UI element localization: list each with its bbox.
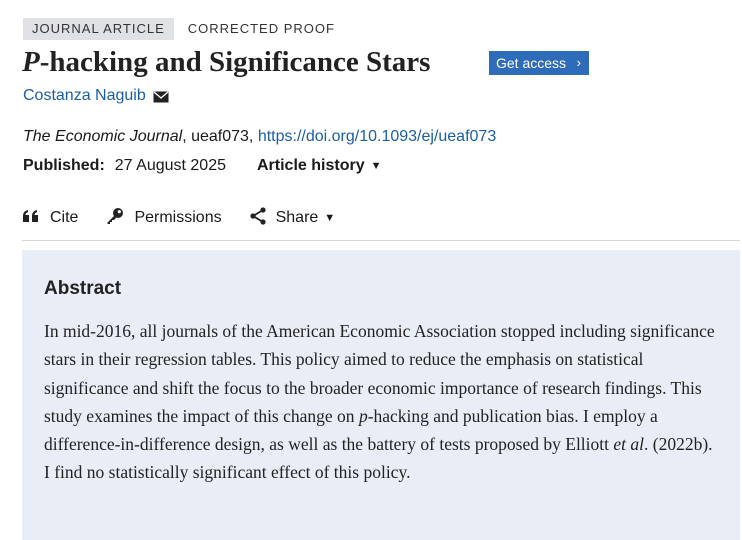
abstract-p-italic: p [358,405,368,426]
author-link[interactable]: Costanza Naguib [23,87,146,104]
article-history-label: Article history [257,157,365,174]
get-access-label: Get access [496,55,567,71]
get-access-button[interactable] [489,51,589,75]
divider [22,240,740,241]
abstract-et-al: et al [613,434,644,455]
abstract-part-1: In mid-2016, all journals of the American Economic Association stopped including significance stars in their regression tables. This policy aimed to reduce the emphasis on statistical significance and shift the focus to the broader economic importance of research findings. This study examines the impact of this change on [44,321,715,426]
abstract-heading: Abstract [44,278,122,299]
caret-down-icon: ▼ [370,160,382,172]
permissions-button[interactable] [106,207,221,230]
abstract-part-2: -hacking and publication bias. I employ a difference-in-difference design, as well as the battery of tests proposed by Elliott [44,405,658,455]
publication-row [23,155,381,177]
caret-down-icon: ▼ [324,212,336,224]
share-button[interactable] [250,207,336,230]
abstract-text [44,317,718,487]
permissions-label: Permissions [134,209,222,226]
journal-name: The Economic Journal [23,128,183,145]
key-icon [106,207,124,230]
published-label: Published: [23,157,105,174]
cite-button[interactable] [22,209,78,228]
abstract-part-3: . (2022b). I find no statistically significant effect of this policy. [44,434,713,483]
chevron-right-icon: › [576,55,581,70]
envelope-icon[interactable] [153,90,169,102]
article-tags [23,18,335,40]
cite-label: Cite [50,209,79,226]
proof-status-label: CORRECTED PROOF [187,21,335,36]
author-row [23,86,169,106]
share-label: Share [275,209,319,226]
article-tools [22,207,335,229]
article-id: , ueaf073, [182,128,258,145]
abstract-section [22,250,740,540]
doi-link[interactable]: https://doi.org/10.1093/ej/ueaf073 [257,128,497,145]
article-type-tag: JOURNAL ARTICLE [23,18,174,40]
citation-line [23,126,496,148]
published-date: 27 August 2025 [114,157,226,174]
quote-icon [22,209,40,228]
share-icon [250,207,266,230]
title-rest: -hacking and Significance Stars [39,46,431,78]
article-title [22,44,430,80]
title-italic-p: P [22,46,40,78]
article-history-toggle[interactable] [257,155,381,177]
